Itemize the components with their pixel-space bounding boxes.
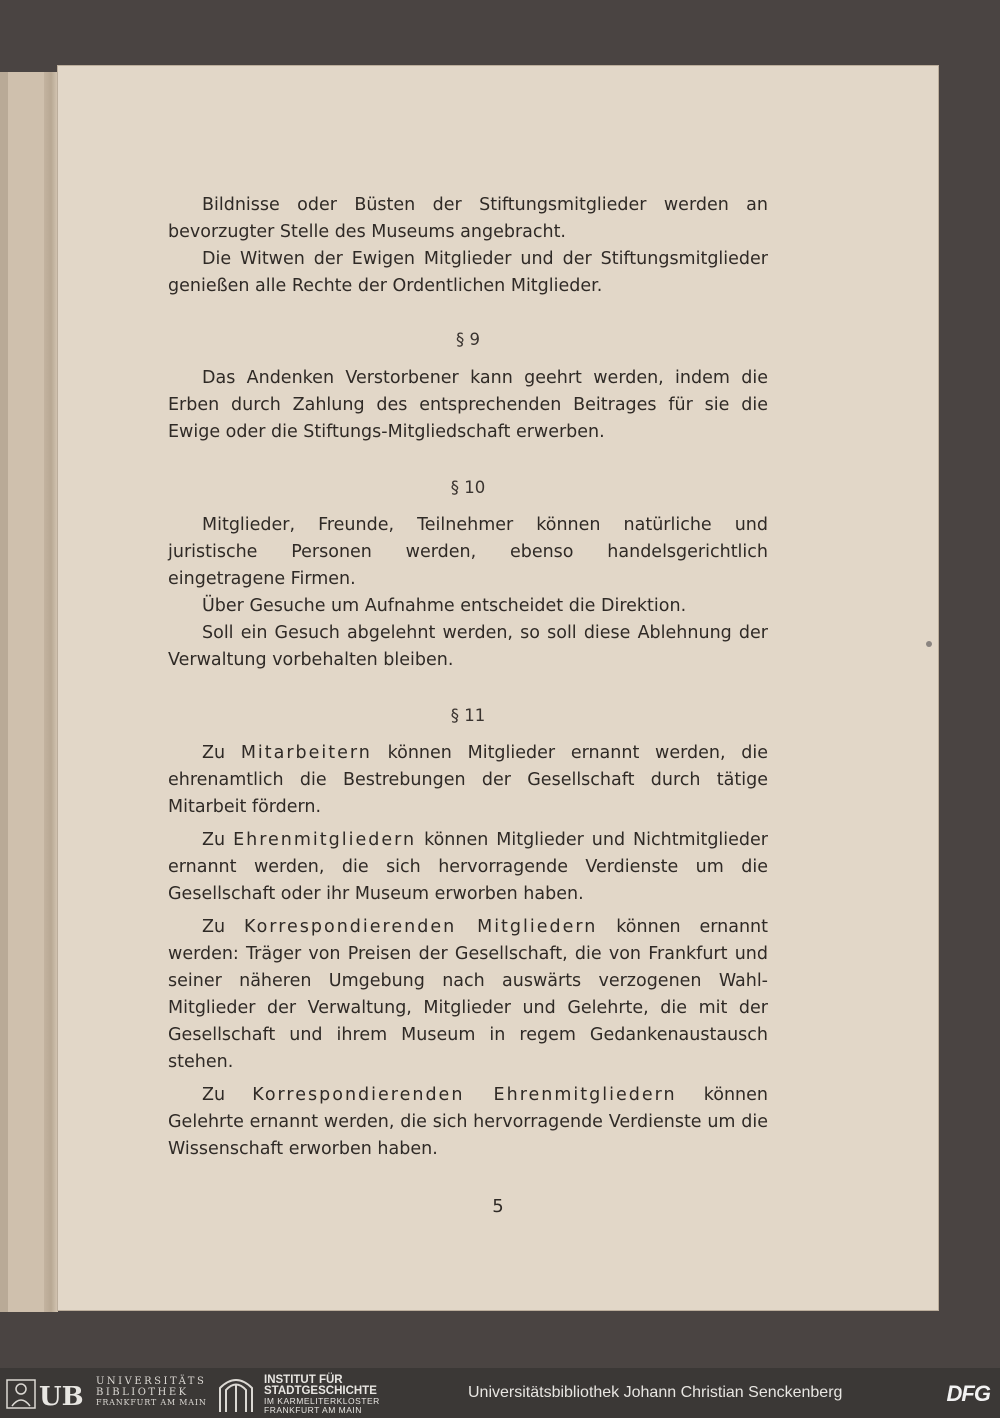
ifs-line-2: STADTGESCHICHTE xyxy=(264,1385,377,1397)
ifs-line-3: IM KARMELITERKLOSTER xyxy=(264,1396,380,1406)
ub-logo-icon[interactable] xyxy=(6,1378,90,1410)
paragraph-rest: können Mitglieder und Nichtmitglieder ernannt werden, die sich hervorragende Verdienste um die Gesellschaft oder ihr Museum erworben haben. xyxy=(168,830,768,904)
scanned-page xyxy=(58,66,938,1310)
book-gutter xyxy=(44,72,58,1312)
intro-paragraph-2: Die Witwen der Ewigen Mitglieder und der Stiftungsmitglieder genießen alle Rechte der Ordentlichen Mitglieder. xyxy=(168,249,768,296)
section-10-paragraph-3: Soll ein Gesuch abgelehnt werden, so soll diese Ablehnung der Verwaltung vorbehalten bleiben. xyxy=(168,623,768,670)
section-10-heading: § 10 xyxy=(450,478,486,497)
institute-logo-icon[interactable] xyxy=(216,1374,256,1414)
lead-text: Zu xyxy=(202,1085,253,1105)
section-11-heading: § 11 xyxy=(450,706,486,725)
page-text xyxy=(168,192,768,1163)
lead-text: Zu xyxy=(202,917,244,937)
institute-name xyxy=(264,1375,380,1415)
spaced-term: Korrespondierenden Mitgliedern xyxy=(244,917,598,937)
section-11-body xyxy=(168,740,768,1163)
ub-line-3: FRANKFURT AM MAIN xyxy=(96,1398,207,1407)
section-10-paragraph-2: Über Gesuche um Aufnahme entscheidet die Direktion. xyxy=(202,596,687,616)
page-number: 5 xyxy=(492,1196,504,1217)
section-11-paragraph-3 xyxy=(168,914,768,1076)
scan-mark xyxy=(926,641,932,647)
paragraph-rest: können Mitglieder ernannt werden, die ehrenamtlich die Bestrebungen der Gesellschaft durch tätige Mitarbeit fördern. xyxy=(168,743,768,817)
section-11-paragraph-1 xyxy=(168,740,768,821)
spaced-term: Korrespondierenden Ehrenmitgliedern xyxy=(252,1085,677,1105)
spaced-term: Ehrenmitgliedern xyxy=(233,830,417,850)
dfg-logo[interactable]: DFG xyxy=(946,1381,990,1406)
ifs-line-1: INSTITUT FÜR xyxy=(264,1374,343,1386)
ub-name xyxy=(96,1377,207,1409)
section-10-paragraph-1: Mitglieder, Freunde, Teilnehmer können natürliche und juristische Personen werden, ebenso handelsgerichtlich eingetragene Firmen. xyxy=(168,515,768,589)
ifs-line-4: FRANKFURT AM MAIN xyxy=(264,1405,362,1415)
ub-line-1: UNIVERSITÄTS xyxy=(96,1376,207,1387)
ub-line-2: BIBLIOTHEK xyxy=(96,1386,189,1398)
section-9-paragraph: Das Andenken Verstorbener kann geehrt werden, indem die Erben durch Zahlung des entsprechenden Beitrages für sie die Ewige oder die Stiftungs-Mitgliedschaft erwerben. xyxy=(168,368,768,442)
library-name[interactable]: Universitätsbibliothek Johann Christian Senckenberg xyxy=(468,1384,843,1401)
paragraph-rest: können ernannt werden: Träger von Preisen der Gesellschaft, die von Frankfurt und seiner näheren Umgebung nach auswärts verzogenen Wahl-Mitglieder der Verwaltung, Mitglieder und Gelehrte, die mit der Gesellschaft und ihrem Museum in regem Gedankenaustausch stehen. xyxy=(168,917,768,1072)
footer-bar xyxy=(0,1368,1000,1418)
lead-text: Zu xyxy=(202,743,241,763)
section-9-heading: § 9 xyxy=(456,330,480,349)
section-11-paragraph-2 xyxy=(168,827,768,908)
lead-text: Zu xyxy=(202,830,234,850)
ub-logo-text: UB xyxy=(39,1382,84,1410)
section-11-paragraph-4 xyxy=(168,1082,768,1163)
intro-paragraph-1: Bildnisse oder Büsten der Stiftungsmitglieder werden an bevorzugter Stelle des Museums angebracht. xyxy=(168,195,768,242)
spaced-term: Mitarbeitern xyxy=(240,743,372,763)
paragraph-rest: können Gelehrte ernannt werden, die sich hervorragende Verdienste um die Wissenschaft erworben haben. xyxy=(168,1085,768,1159)
left-page-shadow xyxy=(0,72,8,1312)
